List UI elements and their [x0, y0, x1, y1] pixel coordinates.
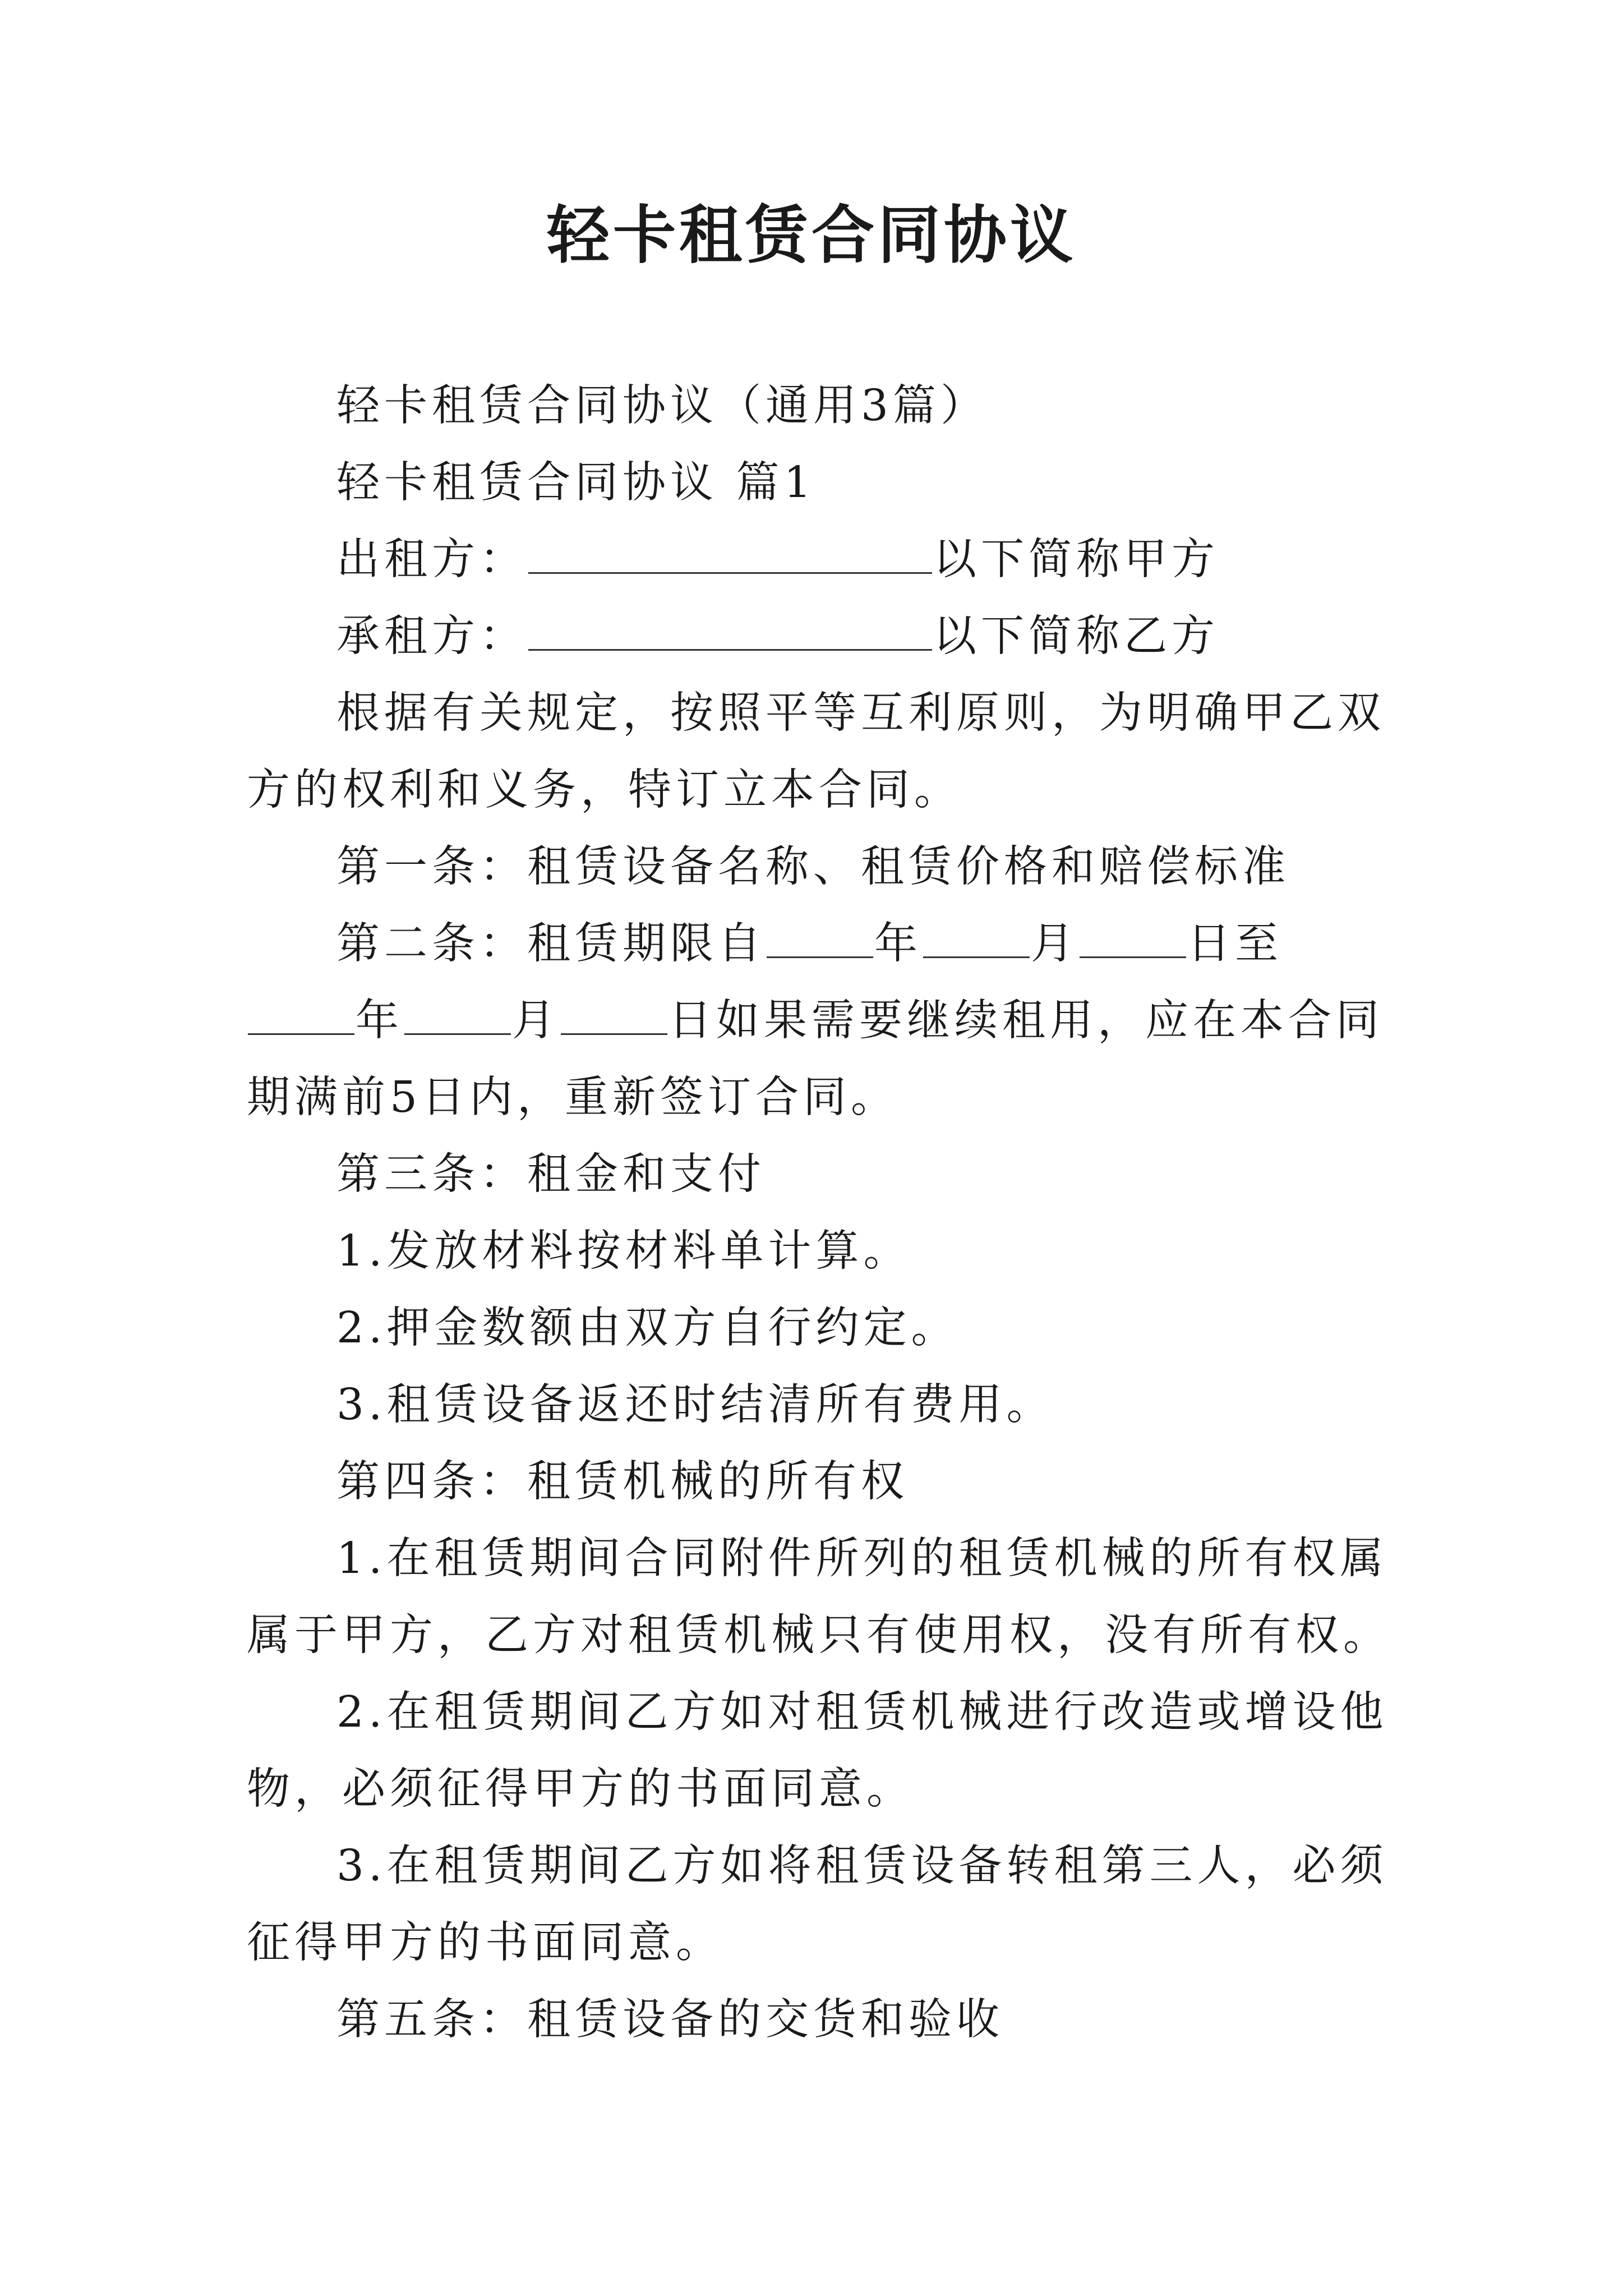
article-1: 第一条：租赁设备名称、租赁价格和赔偿标准: [336, 842, 1290, 892]
subtitle: 轻卡租赁合同协议（通用3篇）: [336, 381, 988, 431]
article-2-month2: 月: [512, 996, 560, 1046]
article-4-item-2: 2.在租赁期间乙方如对租赁机械进行改造或增设他物，必须征得甲方的书面同意。: [247, 1687, 1388, 1814]
lessee-line: [247, 598, 1391, 675]
lessee-label: 承租方：: [336, 611, 527, 661]
article-2-day1: 日至: [1187, 919, 1283, 969]
article-2: [247, 905, 1391, 1136]
article-2-year1: 年: [874, 919, 922, 969]
lessee-suffix: 以下简称乙方: [933, 611, 1219, 661]
article-4-item-3: 3.在租赁期间乙方如将租赁设备转租第三人，必须征得甲方的书面同意。: [247, 1841, 1388, 1968]
article-2-prefix: 第二条：租赁期限自: [336, 919, 766, 969]
article-4-item-1: 1.在租赁期间合同附件所列的租赁机械的所有权属属于甲方，乙方对租赁机械只有使用权，没有所有权。: [247, 1534, 1391, 1660]
article-3-item-3: 3.租赁设备返还时结清所有费用。: [336, 1380, 1054, 1430]
start-day-blank: [1080, 917, 1186, 958]
lessor-line: [247, 521, 1391, 598]
lessee-blank: [528, 610, 932, 651]
section-heading: 轻卡租赁合同协议 篇1: [336, 458, 816, 508]
lessor-suffix: 以下简称甲方: [933, 535, 1219, 585]
article-3-item-1: 1.发放材料按材料单计算。: [336, 1226, 911, 1276]
lessor-blank: [528, 533, 932, 574]
document-body: [247, 367, 1391, 2058]
article-2-year2: 年: [356, 996, 403, 1046]
lessor-label: 出租方：: [336, 535, 527, 585]
end-day-blank: [561, 994, 667, 1035]
article-2-rest: 日如果需要继续租用，应在本合同期满前5日内，重新签订合同。: [247, 996, 1384, 1122]
start-month-blank: [923, 917, 1030, 958]
end-month-blank: [404, 994, 511, 1035]
preamble: 根据有关规定，按照平等互利原则，为明确甲乙双方的权利和义务，特订立本合同。: [247, 688, 1385, 815]
article-2-month1: 月: [1031, 919, 1078, 969]
start-year-blank: [767, 917, 873, 958]
article-4: 第四条：租赁机械的所有权: [336, 1457, 909, 1507]
document-title: 轻卡租赁合同协议: [547, 199, 1076, 272]
article-5: 第五条：租赁设备的交货和验收: [336, 1995, 1004, 2045]
end-year-blank: [248, 994, 354, 1035]
article-3: 第三条：租金和支付: [336, 1149, 766, 1199]
article-3-item-2: 2.押金数额由双方自行约定。: [336, 1303, 959, 1353]
